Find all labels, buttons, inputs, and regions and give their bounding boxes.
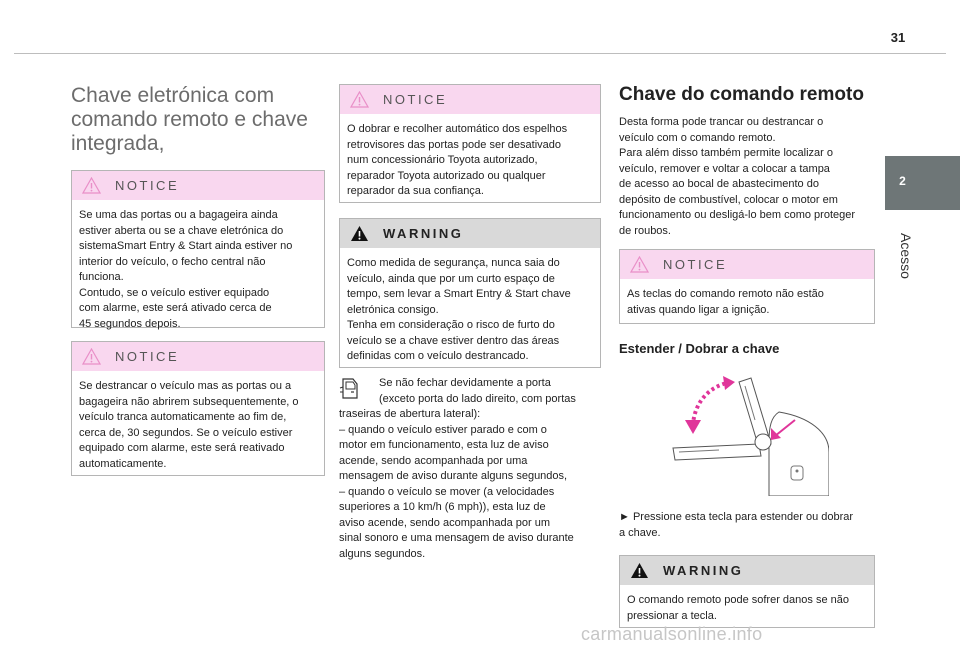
page-number: 31 [890, 30, 906, 45]
warning-header [340, 219, 600, 248]
watermark-text: carmanualsonline.info [581, 624, 763, 644]
door-open-warning-icon [339, 376, 363, 402]
notice-triangle-icon [350, 91, 369, 108]
column-3 [619, 84, 875, 628]
warning-triangle-icon [350, 225, 369, 242]
notice-box-ignition [619, 249, 875, 324]
notice-label: NOTICE [115, 349, 180, 364]
warning-label: WARNING [663, 563, 744, 578]
warning-label: WARNING [383, 226, 464, 241]
warning-header [620, 556, 874, 585]
notice-header [72, 342, 324, 371]
notice-header [340, 85, 600, 114]
notice-box-mirrors [339, 84, 601, 203]
notice-header [620, 250, 874, 279]
notice-header [72, 171, 324, 200]
column-1 [71, 84, 325, 476]
notice-text: As teclas do comando remoto não estão ativas quando ligar a ignição. [627, 288, 824, 316]
warning-text: Como medida de segurança, nunca saia do veículo, ainda que por um curto espaço de tempo, sem levar a Smart Entry & Start chave eletrónica consigo. Tenha em consideração o risco de furto do veículo se a chave estiver dentro das áreas definidas com o veículo destrancado. [347, 257, 571, 362]
notice-text: Se uma das portas ou a bagageira ainda estiver aberta ou se a chave eletrónica do sistemaSmart Entry & Start ainda estiver no interior do veículo, o fecho central não funciona. Contudo, se o veículo estiver equipado com alarme, este será ativado cerca de 45 segundos depois. [79, 209, 293, 330]
fold-key-instruction: ► Pressione esta tecla para estender ou dobrar a chave. [619, 511, 854, 539]
chapter-label [884, 228, 924, 288]
warning-box-smart-key [339, 218, 601, 368]
notice-box-auto-relock [71, 341, 325, 476]
section-title-remote-key: Chave do comando remoto [619, 84, 864, 105]
warning-triangle-icon [630, 562, 649, 579]
notice-text: Se destrancar o veículo mas as portas ou a bagageira não abrirem subsequentemente, o veículo tranca automaticamente ao fim de, cerca de, 30 segundos. Se o veículo estiver equipado com alarme, este será reativado automaticamente. [79, 380, 299, 470]
notice-box-central-lock [71, 170, 325, 328]
chapter-number: 2 [899, 174, 906, 188]
door-warning-lead: Se não fechar devidamente a porta (exceto porta do lado direito, com portas [379, 377, 576, 405]
door-warning-text: traseiras de abertura lateral): – quando o veículo estiver parado e com o motor em funcionamento, esta luz de aviso acende, sendo acompanhada por uma mensagem de aviso durante alguns segundos, – quando o veículo se mover (a velocidades superiores a 10 km/h (6 mph)), esta luz de aviso acende, sendo acompanhada por um sinal sonoro e uma mensagem de aviso durante alguns segundos. [339, 408, 574, 560]
notice-label: NOTICE [115, 178, 180, 193]
notice-label: NOTICE [663, 257, 728, 272]
door-warning-block [339, 376, 601, 562]
chapter-label-text: Acesso [898, 233, 914, 279]
notice-triangle-icon [82, 177, 101, 194]
section-title-electronic-key: Chave eletrónica com comando remoto e chave integrada, [71, 84, 308, 155]
key-fold-illustration [659, 372, 829, 496]
subsection-title-fold-key: Estender / Dobrar a chave [619, 341, 780, 356]
notice-text: O dobrar e recolher automático dos espelhos retrovisores das portas pode ser desativado num concessionário Toyota autorizado, reparador Toyota autorizado ou qualquer reparador da sua confiança. [347, 123, 568, 197]
notice-label: NOTICE [383, 92, 448, 107]
remote-key-intro: Desta forma pode trancar ou destrancar o veículo com o comando remoto. Para além disso também permite localizar o veículo, remover e voltar a colocar a tampa de acesso ao bocal de abastecimento do depósito de combustível, colocar o motor em funcionamento ou desligá-lo bem como proteger de roubos. [619, 116, 856, 237]
notice-triangle-icon [82, 348, 101, 365]
warning-box-remote-damage [619, 555, 875, 628]
warning-text: O comando remoto pode sofrer danos se não pressionar a tecla. [627, 594, 849, 622]
notice-triangle-icon [630, 256, 649, 273]
header-rule [14, 53, 946, 54]
column-2 [339, 84, 601, 562]
